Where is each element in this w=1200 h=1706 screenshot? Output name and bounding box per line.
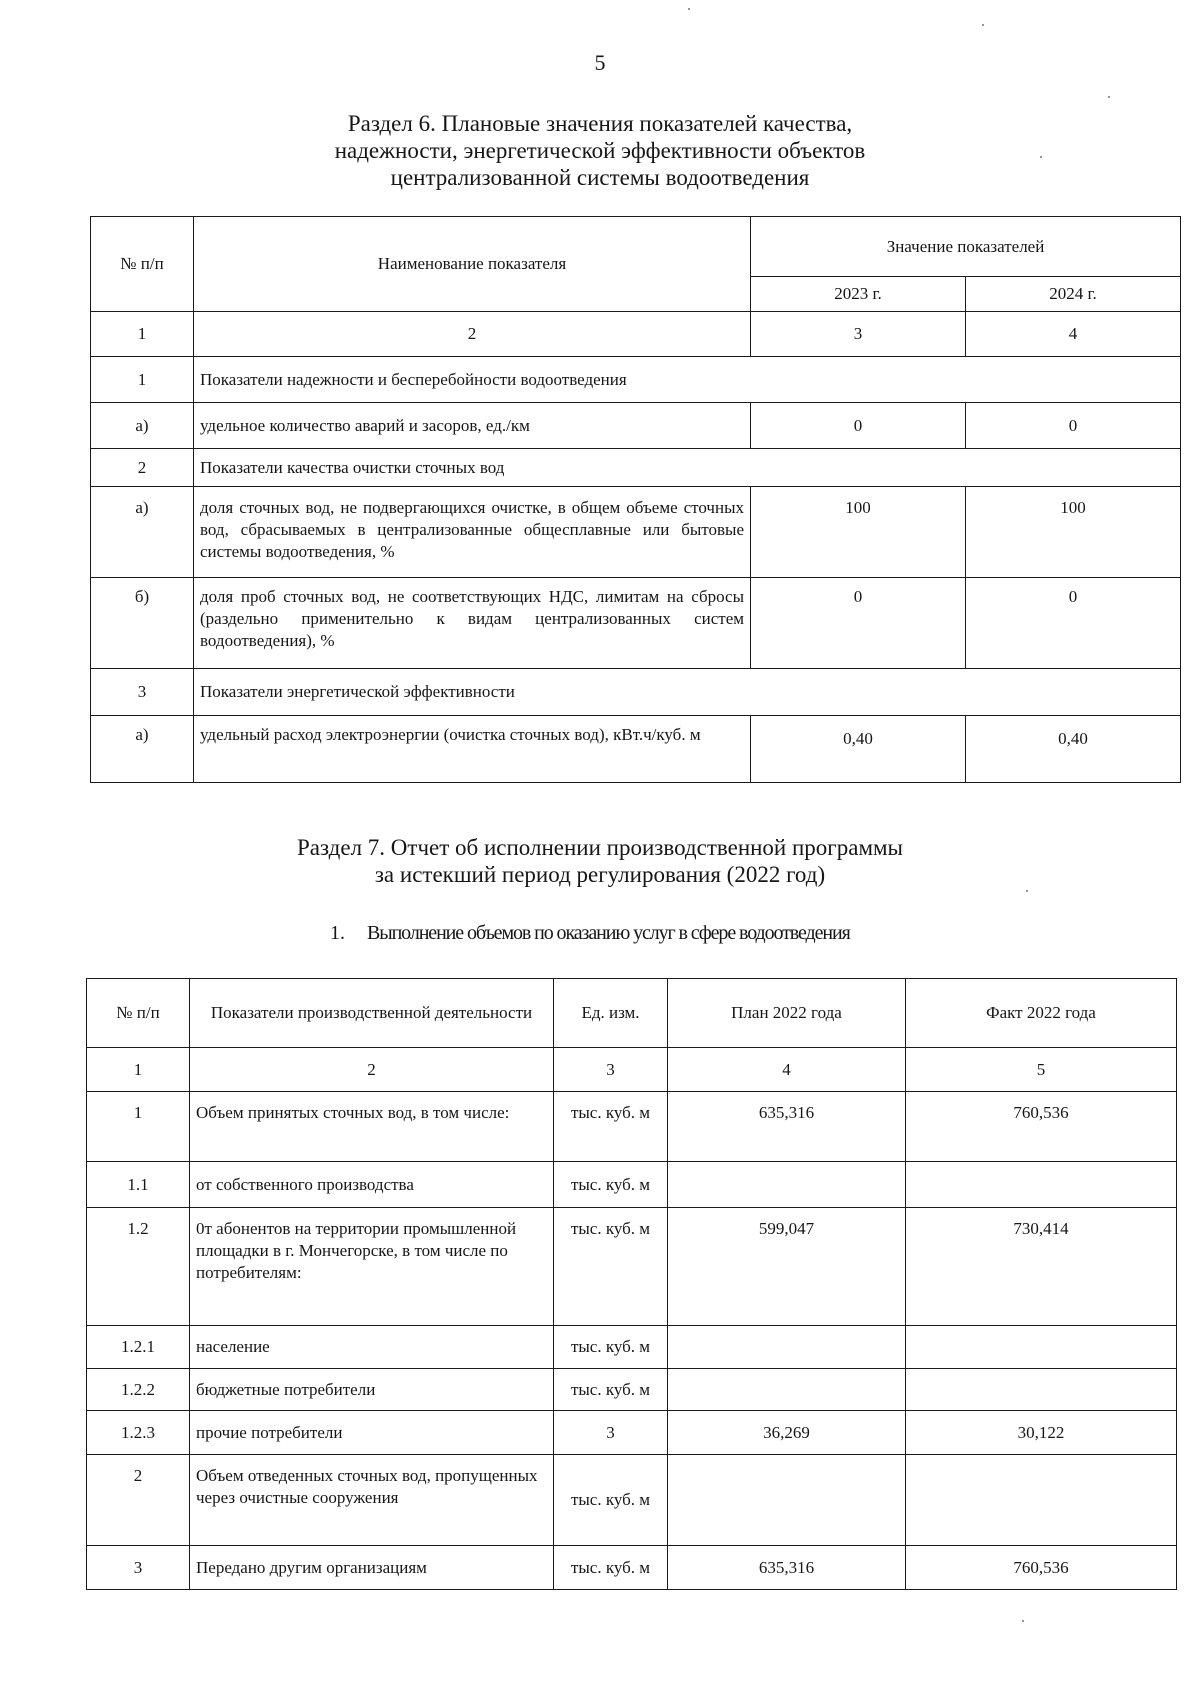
row-num: 1.2 — [87, 1208, 190, 1326]
row-plan — [668, 1369, 906, 1411]
table-row — [87, 1326, 1177, 1369]
row-text: удельный расход электроэнергии (очистка сточных вод), кВт.ч/куб. м — [194, 716, 751, 783]
scan-speck — [1026, 890, 1028, 892]
table-row — [91, 487, 1181, 578]
section6-title-line: надежности, энергетической эффективности объектов — [334, 138, 866, 163]
header-num: № п/п — [87, 979, 190, 1048]
scan-speck — [1040, 156, 1042, 158]
value-2023: 0,40 — [751, 716, 966, 783]
col-number: 2 — [190, 1048, 554, 1092]
section7-title-line: за истекший период регулирования (2022 год) — [374, 862, 826, 887]
section7-title — [0, 834, 1200, 888]
subheading-text: Выполнение объемов по оказанию услуг в сфере водоотведения — [367, 922, 850, 944]
row-unit: тыс. куб. м — [554, 1326, 668, 1369]
row-text: доля проб сточных вод, не соответствующих НДС, лимитам на сбросы (раздельно применительно к видам централизованных систем водоотведения), % — [194, 578, 751, 669]
section6-title-line: централизованной системы водоотведения — [390, 165, 810, 190]
header-unit: Ед. изм. — [554, 979, 668, 1048]
table-row — [91, 669, 1181, 716]
header-values: Значение показателей — [751, 217, 1181, 277]
row-group-title: Показатели надежности и бесперебойности водоотведения — [194, 357, 1181, 403]
table-row — [91, 578, 1181, 669]
value-2023: 0 — [751, 578, 966, 669]
scan-speck — [688, 8, 690, 10]
row-text: 0т абонентов на территории промышленной площадки в г. Мончегорске, в том числе по потребителям: — [190, 1208, 554, 1326]
row-unit: тыс. куб. м — [554, 1208, 668, 1326]
row-num: б) — [91, 578, 194, 669]
col-number: 2 — [194, 312, 751, 357]
section7-title-line: Раздел 7. Отчет об исполнении производственной программы — [296, 835, 904, 860]
row-unit: тыс. куб. м — [554, 1162, 668, 1208]
row-fact — [906, 1455, 1177, 1546]
table-row — [87, 1092, 1177, 1162]
row-text: бюджетные потребители — [190, 1369, 554, 1411]
table-row — [87, 1411, 1177, 1455]
row-unit: тыс. куб. м — [554, 1455, 668, 1546]
row-plan: 36,269 — [668, 1411, 906, 1455]
col-number: 5 — [906, 1048, 1177, 1092]
value-2024: 100 — [966, 487, 1181, 578]
value-2023: 0 — [751, 403, 966, 449]
row-num: 1.2.1 — [87, 1326, 190, 1369]
row-fact: 760,536 — [906, 1092, 1177, 1162]
row-text: прочие потребители — [190, 1411, 554, 1455]
row-plan — [668, 1162, 906, 1208]
table-row — [91, 716, 1181, 783]
row-group-title: Показатели качества очистки сточных вод — [194, 449, 1181, 487]
header-year-2023: 2023 г. — [751, 277, 966, 312]
section7-table — [86, 978, 1177, 1590]
row-num: 1 — [91, 357, 194, 403]
header-name: Наименование показателя — [194, 217, 751, 312]
row-num: а) — [91, 487, 194, 578]
row-num: 1 — [87, 1092, 190, 1162]
row-plan: 635,316 — [668, 1546, 906, 1590]
header-indicator: Показатели производственной деятельности — [190, 979, 554, 1048]
table-row — [91, 403, 1181, 449]
row-num: а) — [91, 716, 194, 783]
row-fact — [906, 1326, 1177, 1369]
col-number: 1 — [87, 1048, 190, 1092]
row-num: 3 — [87, 1546, 190, 1590]
row-text: доля сточных вод, не подвергающихся очистке, в общем объеме сточных вод, сбрасываемых в централизованные общесплавные или бытовые системы водоотведения, % — [194, 487, 751, 578]
table-row — [87, 1369, 1177, 1411]
section7-subheading — [330, 922, 850, 945]
row-num: 1.1 — [87, 1162, 190, 1208]
row-text: Объем отведенных сточных вод, пропущенных через очистные сооружения — [190, 1455, 554, 1546]
row-fact — [906, 1369, 1177, 1411]
col-number: 4 — [668, 1048, 906, 1092]
table-row — [91, 357, 1181, 403]
scan-speck — [982, 24, 984, 26]
row-plan — [668, 1326, 906, 1369]
section6-title-line: Раздел 6. Плановые значения показателей качества, — [347, 111, 853, 136]
col-number: 3 — [554, 1048, 668, 1092]
row-unit: тыс. куб. м — [554, 1546, 668, 1590]
row-unit: 3 — [554, 1411, 668, 1455]
table-row — [87, 1208, 1177, 1326]
scan-speck — [1108, 96, 1110, 98]
row-fact: 760,536 — [906, 1546, 1177, 1590]
row-fact — [906, 1162, 1177, 1208]
col-number: 3 — [751, 312, 966, 357]
header-year-2024: 2024 г. — [966, 277, 1181, 312]
row-text: Объем принятых сточных вод, в том числе: — [190, 1092, 554, 1162]
header-num: № п/п — [91, 217, 194, 312]
row-num: 2 — [91, 449, 194, 487]
row-text: Передано другим организациям — [190, 1546, 554, 1590]
row-text: удельное количество аварий и засоров, ед./км — [194, 403, 751, 449]
table-row — [87, 1162, 1177, 1208]
subheading-number: 1. — [330, 922, 345, 944]
row-num: 2 — [87, 1455, 190, 1546]
table-row — [87, 1455, 1177, 1546]
value-2024: 0 — [966, 578, 1181, 669]
row-num: а) — [91, 403, 194, 449]
row-unit: тыс. куб. м — [554, 1092, 668, 1162]
row-plan — [668, 1455, 906, 1546]
row-plan: 599,047 — [668, 1208, 906, 1326]
table-row — [91, 449, 1181, 487]
section6-title — [0, 110, 1200, 191]
header-fact: Факт 2022 года — [906, 979, 1177, 1048]
value-2024: 0 — [966, 403, 1181, 449]
row-num: 1.2.2 — [87, 1369, 190, 1411]
col-number: 4 — [966, 312, 1181, 357]
section6-table — [90, 216, 1181, 783]
row-text: население — [190, 1326, 554, 1369]
row-text: от собственного производства — [190, 1162, 554, 1208]
row-group-title: Показатели энергетической эффективности — [194, 669, 1181, 716]
row-num: 3 — [91, 669, 194, 716]
row-fact: 730,414 — [906, 1208, 1177, 1326]
row-plan: 635,316 — [668, 1092, 906, 1162]
col-number: 1 — [91, 312, 194, 357]
row-fact: 30,122 — [906, 1411, 1177, 1455]
value-2023: 100 — [751, 487, 966, 578]
scan-speck — [1022, 1620, 1024, 1622]
row-num: 1.2.3 — [87, 1411, 190, 1455]
table-row — [87, 1546, 1177, 1590]
page-number: 5 — [594, 50, 606, 75]
header-plan: План 2022 года — [668, 979, 906, 1048]
row-unit: тыс. куб. м — [554, 1369, 668, 1411]
value-2024: 0,40 — [966, 716, 1181, 783]
